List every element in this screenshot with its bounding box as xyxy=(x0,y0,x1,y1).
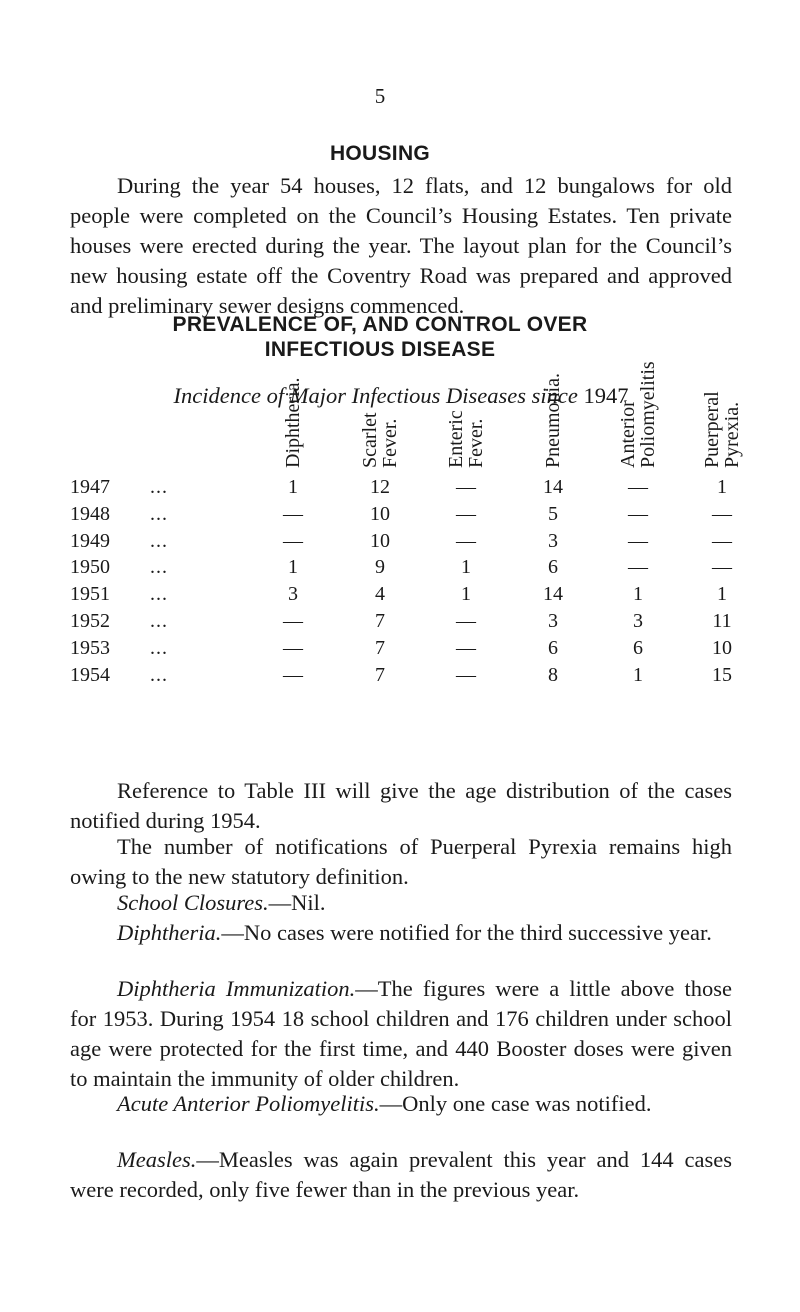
column-header-line: Pyrexia. xyxy=(721,401,743,468)
column-header-line: Scarlet xyxy=(359,412,381,468)
immunization-note xyxy=(70,974,732,1094)
column-header-line: Puerperal xyxy=(701,391,723,468)
page-number: 5 xyxy=(374,84,386,108)
table-cell: 14 xyxy=(543,476,563,498)
prevalence-heading-line1: PREVALENCE OF, AND CONTROL OVER xyxy=(172,313,588,336)
diphtheria-label: Diphtheria. xyxy=(117,920,222,945)
table-cell: 4 xyxy=(375,583,385,606)
table-cell: 9 xyxy=(375,556,385,579)
diphtheria-text: —No cases were notified for the third successive year. xyxy=(221,920,712,945)
row-leader-dots: ... xyxy=(150,636,168,659)
column-header xyxy=(360,412,400,468)
diphtheria-note xyxy=(70,918,732,948)
table-cell: 1 xyxy=(288,476,298,498)
table-cell: 7 xyxy=(375,610,385,632)
table-cell: — xyxy=(283,610,303,632)
table-cell: 3 xyxy=(288,583,298,606)
table-cell: 1 xyxy=(717,476,727,498)
puerperal-note: The number of notifications of Puerperal Pyrexia remains high owing to the new statutory definition. xyxy=(70,834,732,889)
table-cell: — xyxy=(283,636,303,659)
row-year: 1948 xyxy=(70,502,110,525)
table-cell: 6 xyxy=(548,556,558,579)
table-cell: 6 xyxy=(633,636,643,659)
table-cell: — xyxy=(456,476,476,498)
table-cell: — xyxy=(628,556,648,579)
table-cell: — xyxy=(628,529,648,552)
table-cell: 1 xyxy=(288,556,298,579)
table-cell: 1 xyxy=(461,556,471,579)
table-cell: — xyxy=(456,610,476,632)
table-cell: 1 xyxy=(633,663,643,686)
row-year: 1947 xyxy=(70,476,110,498)
table-cell: 5 xyxy=(548,502,558,525)
table-cell: 14 xyxy=(543,583,563,606)
row-year: 1949 xyxy=(70,529,110,552)
table-cell: — xyxy=(456,529,476,552)
housing-heading: HOUSING xyxy=(329,142,431,165)
column-header-line: Enteric xyxy=(445,410,467,468)
column-header-line: Fever. xyxy=(465,418,487,468)
measles-text: —Measles was again prevalent this year and 144 cases were recorded, only five fewer than in the previous year. xyxy=(70,1147,732,1202)
row-leader-dots: ... xyxy=(150,583,168,606)
table-cell: — xyxy=(283,502,303,525)
row-leader-dots: ... xyxy=(150,476,168,498)
table-cell: 3 xyxy=(548,529,558,552)
immunization-label: Diphtheria Immunization. xyxy=(117,976,356,1001)
table-cell: — xyxy=(456,502,476,525)
row-year: 1954 xyxy=(70,663,110,686)
table-cell: 11 xyxy=(712,610,732,632)
column-header xyxy=(702,391,742,468)
poliomyelitis-label: Acute Anterior Poliomyelitis. xyxy=(117,1091,380,1116)
table-cell: 10 xyxy=(712,636,732,659)
column-header xyxy=(446,410,486,468)
table-cell: — xyxy=(456,636,476,659)
column-header-line: Poliomyelitis xyxy=(637,361,659,468)
table-cell: 12 xyxy=(370,476,390,498)
row-year: 1951 xyxy=(70,583,110,606)
school-closures-text: —Nil. xyxy=(268,890,326,915)
table-cell: 10 xyxy=(370,529,390,552)
reference-note: Reference to Table III will give the age distribution of the cases notified during 1954. xyxy=(70,778,732,833)
row-leader-dots: ... xyxy=(150,529,168,552)
table-cell: 15 xyxy=(712,663,732,686)
table-cell: 8 xyxy=(548,663,558,686)
row-leader-dots: ... xyxy=(150,556,168,579)
column-header-line: Anterior xyxy=(617,400,639,468)
poliomyelitis-note xyxy=(70,1089,732,1119)
measles-label: Measles. xyxy=(117,1147,197,1172)
column-header-line: Fever. xyxy=(379,418,401,468)
table-cell: — xyxy=(712,556,732,579)
subtitle-text: Incidence of Major Infectious Diseases since xyxy=(173,383,578,408)
table-cell: 10 xyxy=(370,502,390,525)
table-cell: 1 xyxy=(633,583,643,606)
row-leader-dots: ... xyxy=(150,663,168,686)
column-header xyxy=(283,377,303,468)
table-cell: — xyxy=(283,663,303,686)
subtitle-year: 1947 xyxy=(583,383,629,408)
table-cell: — xyxy=(283,529,303,552)
table-cell: — xyxy=(712,502,732,525)
column-header xyxy=(618,361,658,468)
column-header-line: Diphtheria. xyxy=(282,377,304,468)
row-year: 1952 xyxy=(70,610,110,632)
table-cell: 7 xyxy=(375,663,385,686)
school-closures-note xyxy=(70,888,732,918)
table-cell: 1 xyxy=(461,583,471,606)
column-header-line: Pneumonia. xyxy=(542,373,564,468)
row-leader-dots: ... xyxy=(150,502,168,525)
table-cell: 7 xyxy=(375,636,385,659)
table-cell: 6 xyxy=(548,636,558,659)
table-cell: — xyxy=(456,663,476,686)
table-cell: 3 xyxy=(548,610,558,632)
measles-note xyxy=(70,1145,732,1205)
prevalence-heading-line2: INFECTIOUS DISEASE xyxy=(264,338,496,361)
row-leader-dots: ... xyxy=(150,610,168,632)
row-year: 1953 xyxy=(70,636,110,659)
column-header xyxy=(543,373,563,468)
poliomyelitis-text: —Only one case was notified. xyxy=(379,1091,652,1116)
housing-paragraph: During the year 54 houses, 12 flats, and 12 bungalows for old people were completed on the Council’s Housing Estates. Ten private houses were erected during the year. The layout plan for the Council’s new housing estate off the Coventry Road was prepared and approved and preliminary sewer designs commenced. xyxy=(70,173,732,318)
row-year: 1950 xyxy=(70,556,110,579)
immunization-text: —The figures were a little above those for 1953. During 1954 18 school children and 176 children under school age were protected for the first time, and 440 Booster doses were given to maintain the immunity of older children. xyxy=(70,976,732,1091)
table-cell: 1 xyxy=(717,583,727,606)
table-cell: — xyxy=(712,529,732,552)
table-cell: — xyxy=(628,476,648,498)
table-cell: 3 xyxy=(633,610,643,632)
school-closures-label: School Closures. xyxy=(117,890,269,915)
table-cell: — xyxy=(628,502,648,525)
